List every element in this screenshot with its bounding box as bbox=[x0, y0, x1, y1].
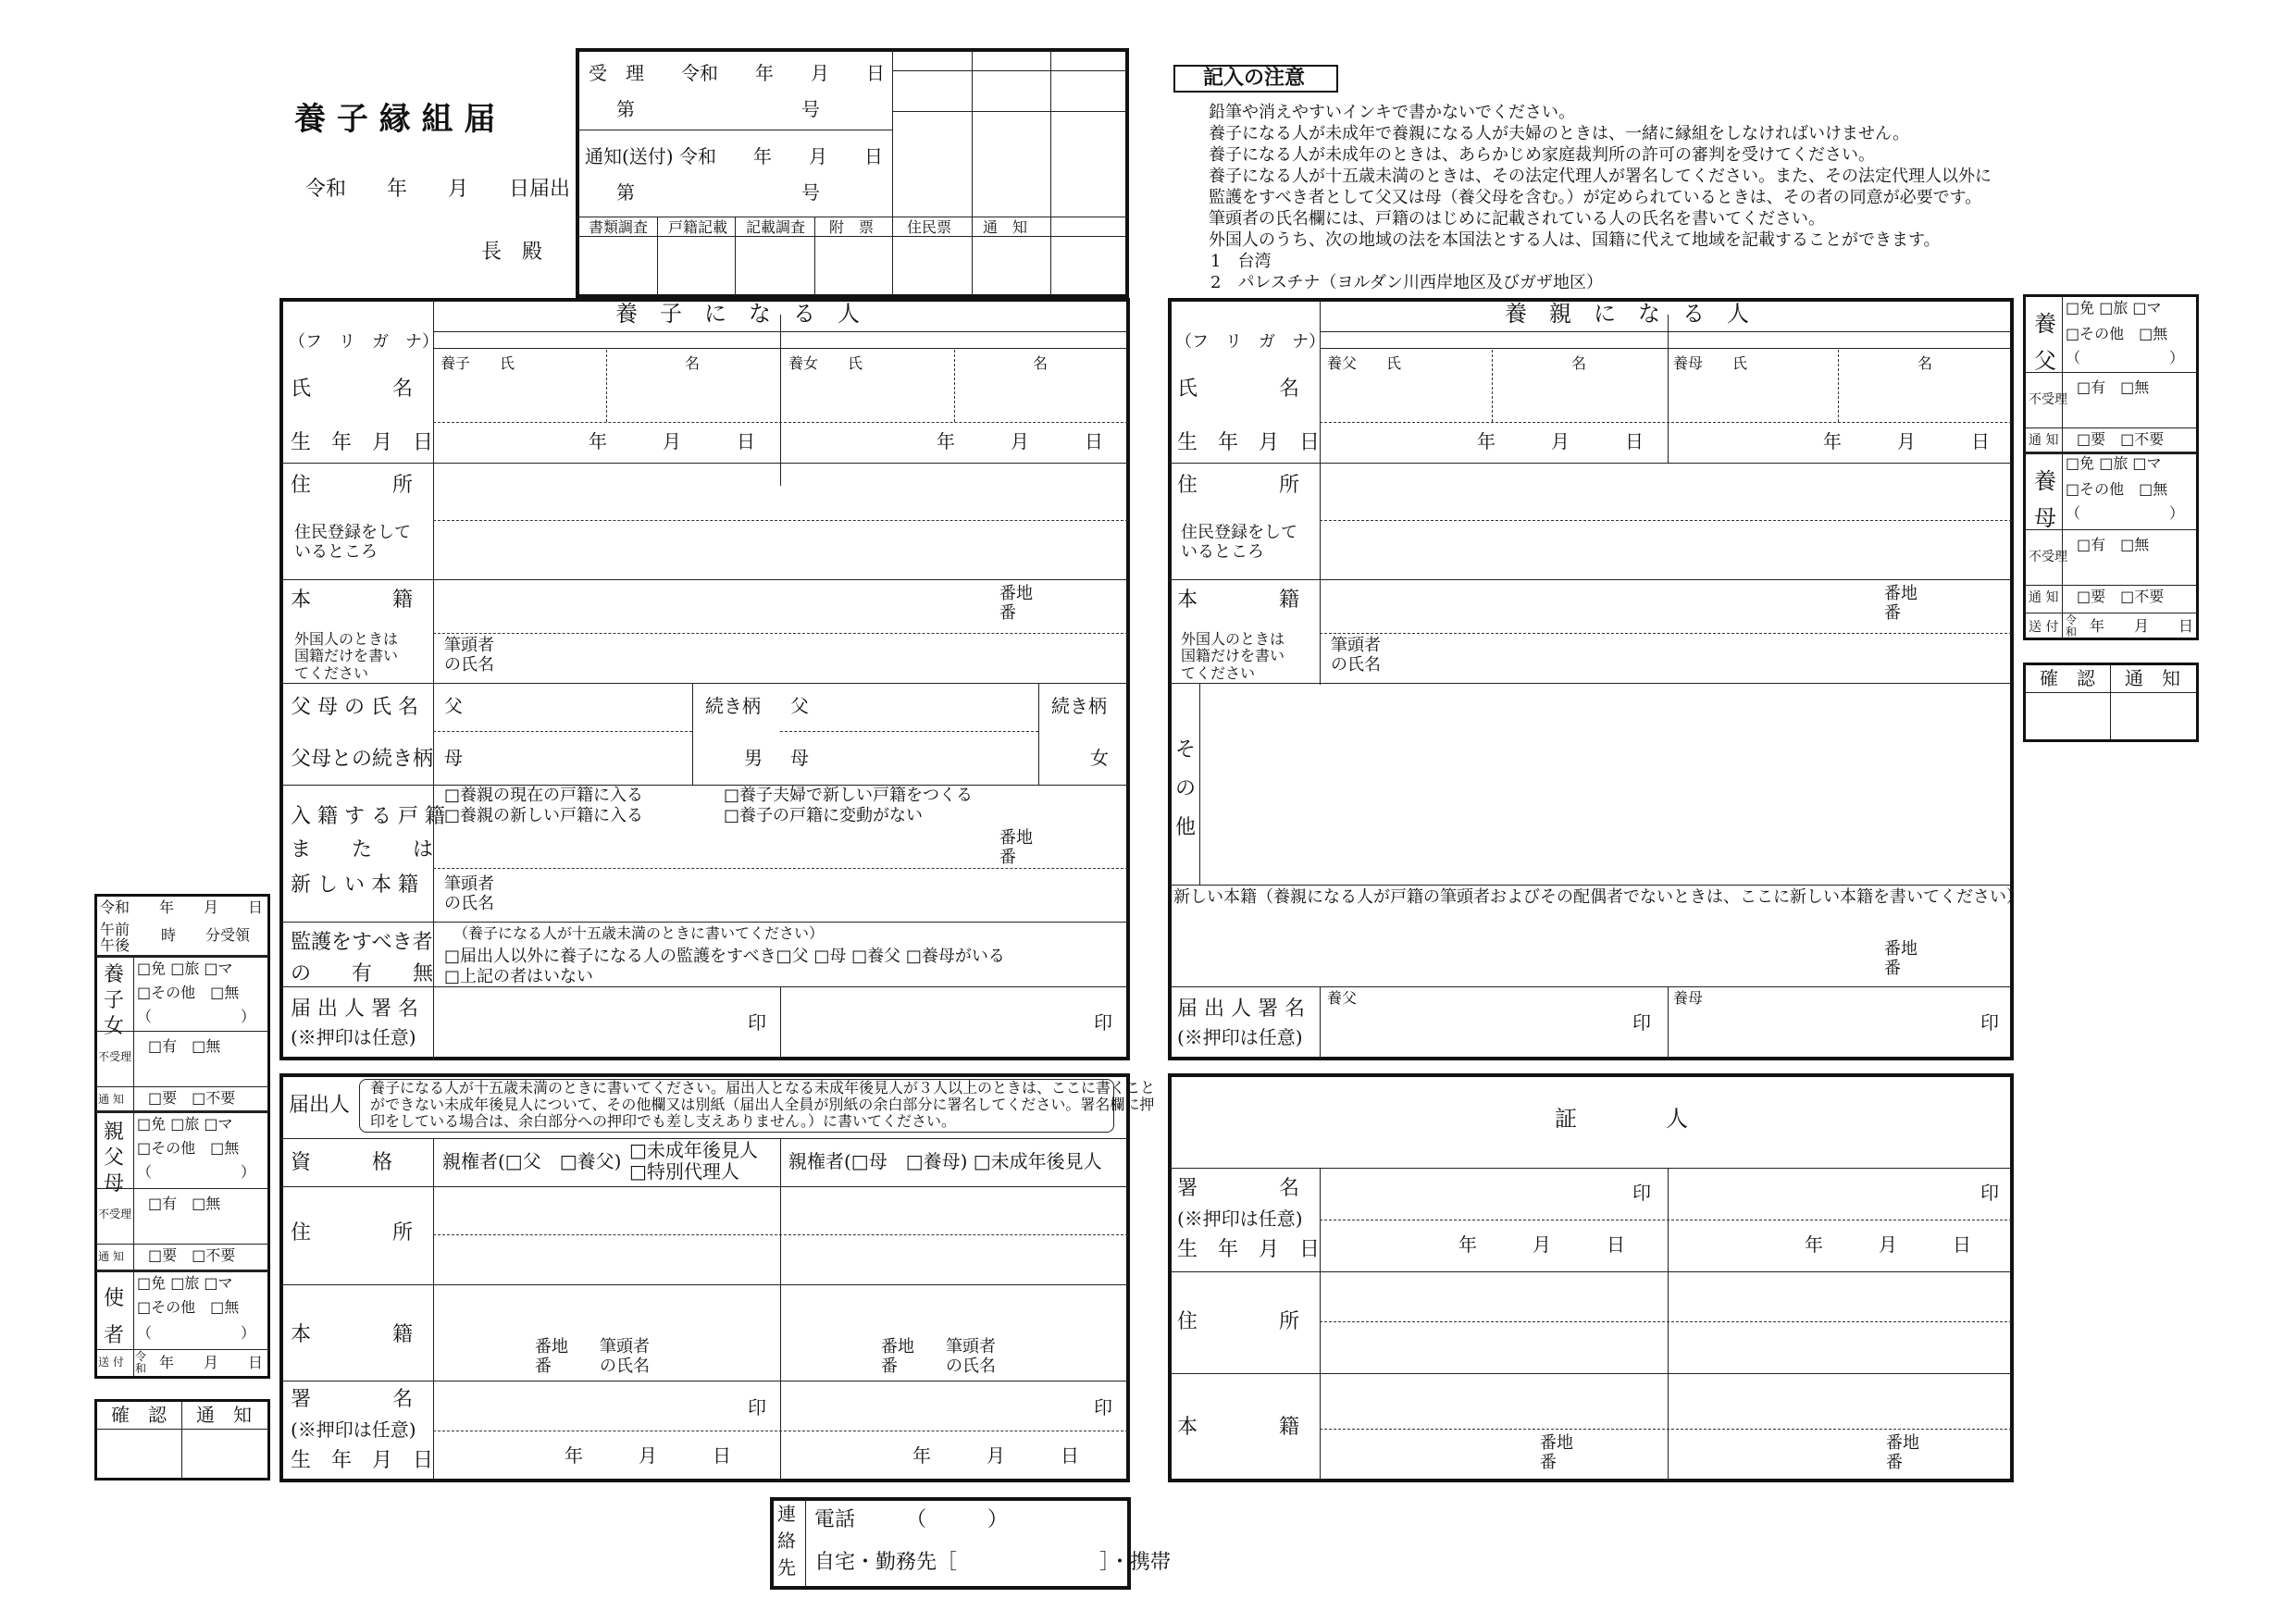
banchi-5: 番地 番 bbox=[535, 1337, 568, 1376]
gaikoku-note-r: 外国人のときは 国籍だけを書い てください bbox=[1181, 630, 1285, 682]
reception-tsuchi: 通知(送付) 令和 年 月 日 bbox=[585, 145, 883, 167]
nyuseki-opt3[interactable]: □養親の新しい戸籍に入る bbox=[444, 806, 644, 825]
mother-label-2: 母 bbox=[790, 747, 809, 769]
birthdate-label-w: 生 年 月 日 bbox=[1177, 1238, 1321, 1261]
col-tsuchi: 通 知 bbox=[983, 218, 1028, 236]
l-time: 午前 午後 bbox=[100, 921, 130, 954]
reception-dai1: 第 号 bbox=[616, 98, 820, 120]
seal-7: 印 bbox=[1632, 1182, 1651, 1204]
hittosha-1: 筆頭者 の氏名 bbox=[444, 636, 494, 675]
contact-label: 連 絡 先 bbox=[777, 1503, 796, 1579]
birthdate-label-r: 生 年 月 日 bbox=[1177, 431, 1321, 454]
signature-label-r: 届 出 人 署 名 bbox=[1177, 997, 1305, 1021]
yobo-shi: 養母 氏 bbox=[1673, 354, 1748, 372]
side-ymd: 年 月 日 bbox=[2090, 617, 2194, 635]
oin-note: (※押印は任意) bbox=[291, 1026, 416, 1048]
note-line: 監護をすべき者として父又は母（養父母を含む。）が定められているときは、その者の同意が必要です。 bbox=[1209, 188, 1982, 207]
address-note-r: 住民登録をして いるところ bbox=[1181, 523, 1297, 562]
sonota-label: そ の 他 bbox=[1175, 738, 1197, 839]
side-tsuchi-1: 通 知 bbox=[2029, 433, 2059, 448]
banchi-3: 番地 番 bbox=[1884, 584, 1917, 623]
side-reiwa: 令 和 bbox=[2066, 613, 2078, 638]
address-label-n: 住 所 bbox=[291, 1221, 414, 1245]
side-men-2[interactable]: □免 □旅 □マ bbox=[2066, 454, 2162, 472]
ymd-1: 年 月 日 bbox=[589, 430, 755, 452]
side-sofu: 送 付 bbox=[2029, 620, 2059, 635]
kango-opt2[interactable]: □上記の者はいない bbox=[444, 967, 594, 986]
ymd-3: 年 月 日 bbox=[1477, 430, 1644, 452]
oin-note-w: (※押印は任意) bbox=[1177, 1208, 1303, 1230]
oin-note-r: (※押印は任意) bbox=[1177, 1026, 1303, 1048]
l-fujuri-2: 不受理 bbox=[98, 1208, 132, 1220]
oin-note-n: (※押印は任意) bbox=[291, 1419, 416, 1441]
notes-list bbox=[1209, 102, 1992, 293]
ymd-8: 年 月 日 bbox=[1805, 1233, 1971, 1256]
side-yo-1[interactable]: □要 □不要 bbox=[2077, 430, 2165, 448]
l-tsuchi-2: 通 知 bbox=[98, 1250, 124, 1263]
reception-juri: 受 理 令和 年 月 日 bbox=[589, 62, 885, 84]
ymd-5: 年 月 日 bbox=[565, 1444, 731, 1467]
ymd-2: 年 月 日 bbox=[937, 430, 1103, 452]
side-other-1[interactable]: □その他 □無 bbox=[2066, 325, 2168, 342]
note-line: 1 台湾 bbox=[1210, 252, 1272, 271]
seal-6: 印 bbox=[1094, 1396, 1112, 1419]
side-yobo: 養 母 bbox=[2034, 468, 2056, 531]
col-jumin: 住民票 bbox=[907, 218, 952, 236]
side-ari-1[interactable]: □有 □無 bbox=[2077, 378, 2150, 396]
parents-label: 父 母 の 氏 名 bbox=[291, 696, 418, 719]
contact-tel[interactable]: 電話 （ ） bbox=[814, 1508, 1009, 1531]
name-label: 氏 名 bbox=[291, 378, 414, 401]
kango-label-2: の 有 無 bbox=[291, 962, 434, 985]
side-tsuchi-2: 通 知 bbox=[2029, 590, 2059, 605]
l-reiwa: 令 和 bbox=[135, 1350, 147, 1375]
l-other-2[interactable]: □その他 □無 bbox=[137, 1139, 240, 1157]
tsuchi-r: 通 知 bbox=[2125, 667, 2180, 689]
zokugara-1: 続き柄 bbox=[705, 695, 761, 717]
yofu-mei: 名 bbox=[1571, 354, 1587, 372]
side-paren-1: （ ） bbox=[2066, 349, 2185, 366]
female-label: 女 bbox=[1090, 747, 1109, 769]
side-shisha: 使 者 bbox=[104, 1287, 125, 1347]
kango-opt1[interactable]: □届出人以外に養子になる人の監護をすべき□父 □母 □養父 □養母がいる bbox=[444, 947, 1005, 966]
nyuseki-opt4[interactable]: □養子の戸籍に変動がない bbox=[724, 806, 924, 825]
seal-3: 印 bbox=[1632, 1011, 1651, 1034]
side-paren-2: （ ） bbox=[2066, 504, 2185, 522]
furigana-label: （フ リ ガ ナ） bbox=[289, 332, 439, 352]
oya-option-1[interactable]: 親権者(□父 □養父) bbox=[442, 1150, 622, 1172]
note-line: 外国人のうち、次の地域の法を本国法とする人は、国籍に代えて地域を記載することができます。 bbox=[1209, 230, 1941, 250]
shomei-label-w: 署 名 bbox=[1177, 1177, 1300, 1200]
yojo-shi: 養女 氏 bbox=[788, 354, 863, 372]
side-ari-2[interactable]: □有 □無 bbox=[2077, 536, 2150, 553]
hittosha-5: 筆頭者 の氏名 bbox=[600, 1337, 650, 1376]
col-fuhyo: 附 票 bbox=[829, 218, 875, 236]
nyuseki-label-3: 新 し い 本 籍 bbox=[291, 873, 418, 897]
furigana-label-r: （フ リ ガ ナ） bbox=[1175, 332, 1325, 352]
hittosha-3: 筆頭者 の氏名 bbox=[1331, 636, 1381, 675]
l-ari-2[interactable]: □有 □無 bbox=[148, 1195, 221, 1212]
l-tsuchi-1: 通 知 bbox=[98, 1093, 124, 1106]
col-kisai: 記載調査 bbox=[746, 218, 806, 236]
banchi-7: 番地 番 bbox=[1540, 1433, 1573, 1472]
nyuseki-opt1[interactable]: □養親の現在の戸籍に入る bbox=[444, 786, 644, 805]
hittosha-6: 筆頭者 の氏名 bbox=[946, 1337, 996, 1376]
l-time2: 時 分受領 bbox=[161, 926, 251, 944]
banchi-4: 番地 番 bbox=[1884, 939, 1917, 978]
l-men-3[interactable]: □免 □旅 □マ bbox=[137, 1274, 233, 1292]
gaikoku-note: 外国人のときは 国籍だけを書い てください bbox=[294, 630, 399, 682]
yobo-sign: 養母 bbox=[1673, 989, 1704, 1007]
witness-title: 証 人 bbox=[1555, 1106, 1688, 1132]
l-fujuri-1: 不受理 bbox=[98, 1050, 132, 1063]
l-other-3[interactable]: □その他 □無 bbox=[137, 1298, 240, 1316]
reception-dai2: 第 号 bbox=[616, 181, 820, 204]
kakunin-r: 確 認 bbox=[2040, 667, 2095, 689]
kango-note: （養子になる人が十五歳未満のときに書いてください） bbox=[453, 924, 825, 942]
notifier-title: 届出人 bbox=[289, 1094, 351, 1117]
side-men-1[interactable]: □免 □旅 □マ bbox=[2066, 299, 2162, 316]
note-line: 筆頭者の氏名欄には、戸籍のはじめに記載されている人の氏名を書いてください。 bbox=[1209, 209, 1825, 229]
honseki-label-w: 本 籍 bbox=[1177, 1416, 1300, 1439]
form-title: 養 子 縁 組 届 bbox=[294, 101, 496, 138]
ymd-4: 年 月 日 bbox=[1823, 430, 1990, 452]
oya-option-2[interactable]: 親権者(□母 □養母) □未成年後見人 bbox=[788, 1150, 1102, 1172]
side-yofu: 養 父 bbox=[2034, 311, 2056, 374]
male-label: 男 bbox=[744, 747, 763, 769]
note-line: 2 パレスチナ（ヨルダン川西岸地区及びガザ地区） bbox=[1210, 273, 1604, 292]
ymd-7: 年 月 日 bbox=[1458, 1233, 1625, 1256]
yofu-sign: 養父 bbox=[1327, 989, 1358, 1007]
l-sofu: 送 付 bbox=[98, 1356, 124, 1369]
date-filed: 令和 年 月 日届出 bbox=[305, 178, 571, 201]
side-fujuri-1: 不受理 bbox=[2029, 392, 2067, 407]
address-label-w: 住 所 bbox=[1177, 1310, 1300, 1333]
adoptee-header: 養 子 に な る 人 bbox=[615, 301, 860, 327]
note-line: 養子になる人が未成年のときは、あらかじめ家庭裁判所の許可の審判を受けてください。 bbox=[1209, 145, 1875, 165]
tsuchi-l: 通 知 bbox=[196, 1404, 252, 1426]
yojo-mei: 名 bbox=[1033, 354, 1049, 372]
address-label-r: 住 所 bbox=[1177, 474, 1300, 497]
yobo-mei: 名 bbox=[1917, 354, 1933, 372]
shomei-label-n: 署 名 bbox=[291, 1388, 414, 1411]
address-note: 住民登録をして いるところ bbox=[294, 523, 411, 562]
hittosha-2: 筆頭者 の氏名 bbox=[444, 874, 494, 913]
parents-rel-label: 父母との続き柄 bbox=[291, 748, 434, 771]
side-yoshi: 養 子 女 bbox=[104, 963, 125, 1038]
kokennin-option-1[interactable]: □未成年後見人 □特別代理人 bbox=[629, 1139, 758, 1183]
reception-box bbox=[576, 48, 1129, 298]
shikaku-label: 資 格 bbox=[291, 1151, 393, 1174]
nyuseki-label-1: 入 籍 す る 戸 籍 bbox=[291, 805, 445, 828]
l-ari-1[interactable]: □有 □無 bbox=[148, 1037, 221, 1055]
mother-label: 母 bbox=[444, 747, 463, 769]
l-date: 令和 年 月 日 bbox=[100, 898, 264, 916]
seal-5: 印 bbox=[748, 1396, 766, 1419]
l-paren-1: （ ） bbox=[137, 1008, 256, 1025]
ymd-6: 年 月 日 bbox=[912, 1444, 1079, 1467]
note-line: 養子になる人が未成年で養親になる人が夫婦のときは、一緒に縁組をしなければいけません。 bbox=[1209, 124, 1910, 143]
father-label-2: 父 bbox=[790, 695, 809, 717]
col-koseki: 戸籍記載 bbox=[668, 218, 728, 236]
seal-4: 印 bbox=[1980, 1011, 1999, 1034]
honseki-label-r: 本 籍 bbox=[1177, 588, 1300, 612]
name-label-r: 氏 名 bbox=[1177, 378, 1300, 401]
banchi-8: 番地 番 bbox=[1886, 1433, 1919, 1472]
yoshi-shi: 養子 氏 bbox=[441, 354, 515, 372]
yoshi-mei: 名 bbox=[685, 354, 701, 372]
l-other-1[interactable]: □その他 □無 bbox=[137, 984, 240, 1001]
birthdate-label: 生 年 月 日 bbox=[291, 431, 434, 454]
honseki-label: 本 籍 bbox=[291, 588, 414, 612]
banchi-6: 番地 番 bbox=[881, 1337, 914, 1376]
addressee: 長 殿 bbox=[481, 241, 543, 264]
nyuseki-opt2[interactable]: □養子夫婦で新しい戸籍をつくる bbox=[724, 786, 974, 805]
seal-8: 印 bbox=[1980, 1182, 1999, 1204]
adopter-header: 養 親 に な る 人 bbox=[1505, 301, 1749, 327]
father-label: 父 bbox=[444, 695, 463, 717]
signature-label: 届 出 人 署 名 bbox=[291, 997, 418, 1021]
side-other-2[interactable]: □その他 □無 bbox=[2066, 480, 2168, 498]
side-oya: 親 父 母 bbox=[104, 1121, 125, 1196]
honseki-label-n: 本 籍 bbox=[291, 1323, 414, 1346]
birthdate-label-n: 生 年 月 日 bbox=[291, 1449, 434, 1472]
l-men-1[interactable]: □免 □旅 □マ bbox=[137, 960, 233, 977]
note-line: 養子になる人が十五歳未満のときは、その法定代理人が署名してください。また、その法定代理人以外に bbox=[1209, 167, 1992, 186]
l-men-2[interactable]: □免 □旅 □マ bbox=[137, 1115, 233, 1133]
l-yo-1[interactable]: □要 □不要 bbox=[148, 1089, 236, 1107]
l-paren-3: （ ） bbox=[137, 1324, 256, 1342]
notifier-note: 養子になる人が十五歳未満のときに書いてください。届出人となる未成年後見人が３人以上のときは、ここに書くこと ができない未成年後見人について、その他欄又は別紙（届出人全員が別紙の余白部分に署名してください。署名欄に押 印をしている場合は、余白部分への押印でも差し支えありません。）に書いてください。 bbox=[370, 1079, 1156, 1130]
col-shorui: 書類調査 bbox=[589, 218, 649, 236]
l-paren-2: （ ） bbox=[137, 1163, 256, 1181]
kango-label-1: 監護をすべき者 bbox=[291, 931, 433, 954]
yofu-shi: 養父 氏 bbox=[1327, 354, 1402, 372]
l-ymd: 年 月 日 bbox=[159, 1354, 264, 1371]
zokugara-2: 続き柄 bbox=[1051, 695, 1107, 717]
contact-home[interactable]: 自宅・勤務先［ ］・携帯 bbox=[814, 1551, 1172, 1574]
nyuseki-label-2: ま た は bbox=[291, 838, 434, 861]
notes-title: 記入の注意 bbox=[1203, 66, 1306, 90]
new-honseki-note: 新しい本籍（養親になる人が戸籍の筆頭者およびその配偶者でないときは、ここに新しい本籍を書いてください） bbox=[1173, 887, 2023, 907]
banchi-1: 番地 番 bbox=[999, 584, 1033, 623]
address-label: 住 所 bbox=[291, 474, 414, 497]
side-fujuri-2: 不受理 bbox=[2029, 550, 2067, 564]
banchi-2: 番地 番 bbox=[999, 828, 1033, 867]
seal-2: 印 bbox=[1094, 1011, 1112, 1034]
side-yo-2[interactable]: □要 □不要 bbox=[2077, 588, 2165, 605]
note-line: 鉛筆や消えやすいインキで書かないでください。 bbox=[1209, 103, 1575, 122]
kakunin-l: 確 認 bbox=[111, 1404, 167, 1426]
seal-1: 印 bbox=[748, 1011, 766, 1034]
l-yo-2[interactable]: □要 □不要 bbox=[148, 1246, 236, 1264]
